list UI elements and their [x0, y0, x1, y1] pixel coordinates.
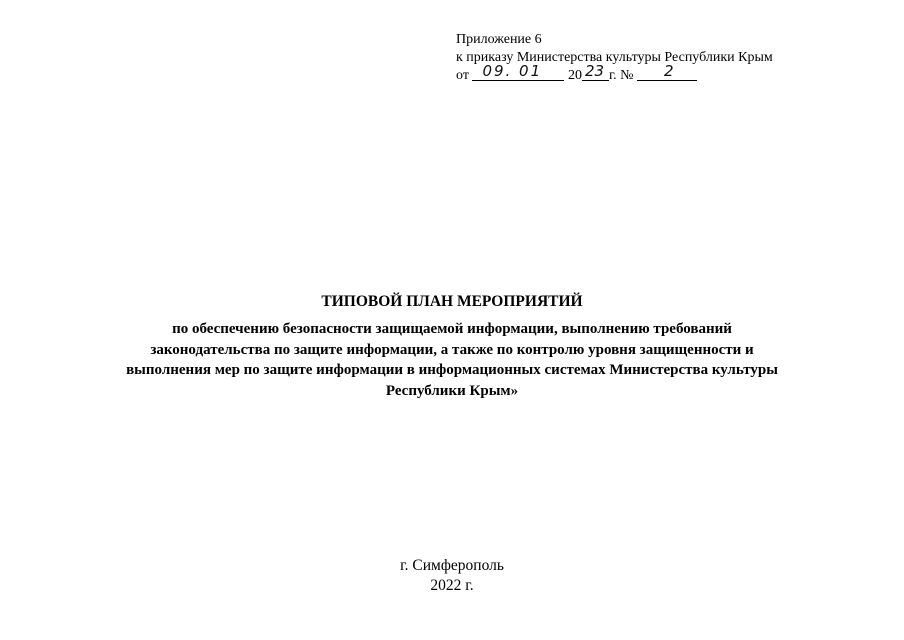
appendix-block — [456, 31, 773, 85]
footer-year: 2022 г. — [430, 577, 474, 594]
order-number-field — [637, 62, 697, 81]
year-field — [582, 62, 609, 81]
document-title: ТИПОВОЙ ПЛАН МЕРОПРИЯТИЙ — [321, 293, 583, 310]
date-field — [472, 62, 564, 81]
appendix-number: Приложение 6 — [456, 32, 542, 47]
appendix-order-reference: к приказу Министерства культуры Республики Крым — [456, 49, 773, 65]
subtitle-line: Республики Крым» — [385, 382, 519, 399]
subtitle-line: законодательства по защите информации, а также по контролю уровня защищенности и — [150, 341, 754, 358]
document-subtitle — [40, 319, 864, 401]
handwritten-order-number: 2 — [663, 62, 674, 80]
title-block — [40, 292, 864, 401]
footer-city: г. Симферополь — [400, 557, 504, 574]
year-suffix-number-label: г. № — [608, 68, 634, 83]
year-prefix: 20 — [567, 68, 582, 83]
appendix-date-line — [456, 62, 773, 85]
handwritten-year: 23 — [584, 62, 605, 80]
subtitle-line: выполнения мер по защите информации в информационных системах Министерства культуры — [126, 362, 778, 378]
handwritten-date: 09. 01 — [482, 62, 543, 80]
subtitle-line: по обеспечению безопасности защищаемой информации, выполнению требований — [172, 321, 732, 337]
from-label: от — [456, 68, 469, 83]
footer-block — [0, 556, 904, 596]
